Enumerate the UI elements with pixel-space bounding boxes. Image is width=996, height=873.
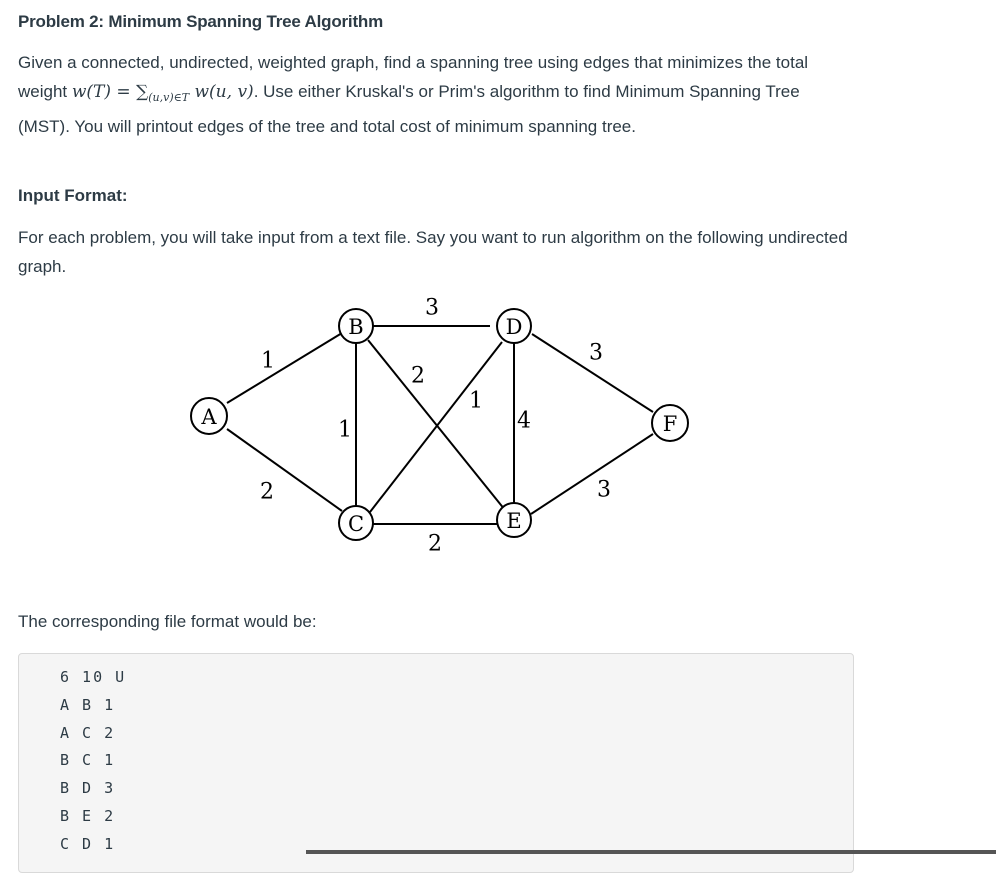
edge-label-e-f: 3 bbox=[597, 477, 611, 503]
math-edge-weight: w(u, v) bbox=[189, 82, 254, 102]
file-line: C D 1 bbox=[60, 834, 116, 853]
edge-label-a-b: 1 bbox=[261, 348, 275, 374]
description-part2: . Use either Kruskal's or Prim's algorithm to find Minimum Spanning Tree (MST). You will printout edges of the tree and total cost of minimum spanning tree. bbox=[18, 82, 800, 136]
file-line: A B 1 bbox=[60, 695, 116, 714]
edge-a-b bbox=[227, 333, 342, 403]
edge-label-b-e: 2 bbox=[411, 363, 425, 389]
node-f: F bbox=[662, 412, 678, 436]
node-d: D bbox=[505, 315, 523, 339]
edge-e-f bbox=[531, 434, 653, 514]
math-total-weight: w(T) bbox=[71, 82, 112, 102]
file-line: B D 3 bbox=[60, 779, 116, 798]
edge-label-b-c: 1 bbox=[338, 417, 352, 443]
problem-title: Problem 2: Minimum Spanning Tree Algorithm bbox=[18, 12, 384, 31]
description-part1: Given a connected, undirected, weighted graph, find a spanning tree using edges that minimizes the total weight bbox=[18, 53, 809, 101]
edge-label-a-c: 2 bbox=[260, 479, 274, 505]
edge-label-c-e: 2 bbox=[428, 531, 442, 557]
file-lines bbox=[60, 664, 126, 859]
node-b: B bbox=[348, 315, 364, 339]
input-format-text: For each problem, you will take input from a text file. Say you want to run algorithm on the following undirected graph. bbox=[18, 228, 848, 276]
node-c: C bbox=[347, 512, 365, 536]
node-e: E bbox=[506, 509, 522, 533]
edge-label-d-f: 3 bbox=[589, 340, 603, 366]
file-line: 6 10 U bbox=[60, 668, 127, 686]
problem-description bbox=[18, 48, 848, 141]
file-line: B C 1 bbox=[60, 751, 116, 770]
edge-a-c bbox=[227, 429, 342, 511]
file-format-code-block bbox=[18, 653, 854, 873]
edge-label-b-d: 3 bbox=[425, 295, 439, 321]
math-equals: = bbox=[111, 82, 137, 102]
edge-label-d-e: 4 bbox=[517, 408, 531, 434]
node-a: A bbox=[201, 405, 217, 429]
input-format-heading: Input Format: bbox=[18, 186, 128, 205]
edge-label-c-d: 1 bbox=[469, 388, 483, 414]
math-sum-subscript: (u,v)∈T bbox=[148, 91, 190, 104]
file-line: B E 2 bbox=[60, 806, 116, 825]
graph-figure bbox=[150, 286, 710, 572]
math-sum-symbol: ∑ bbox=[136, 82, 149, 102]
file-format-caption: The corresponding file format would be: bbox=[18, 612, 317, 631]
horizontal-scrollbar[interactable] bbox=[306, 850, 996, 854]
file-line: A C 2 bbox=[60, 723, 116, 742]
